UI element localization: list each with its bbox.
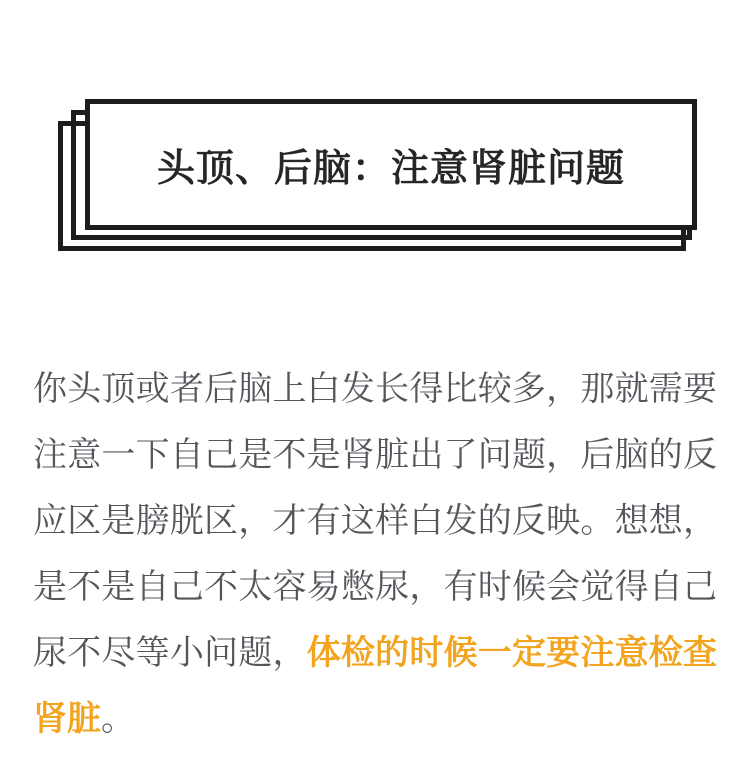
paragraph-line-3 <box>33 488 717 554</box>
paragraph-text-normal: 你头顶或者后脑上白发长得比较多，那就需要 <box>33 370 717 408</box>
paragraph-text-highlight: 肾脏 <box>33 700 101 738</box>
paragraph-ending-period: 。 <box>101 700 135 738</box>
paragraph-text-normal: 尿不尽等小问题， <box>33 634 307 672</box>
title-card-stack <box>0 0 750 280</box>
paragraph-text-normal: 注意一下自己是不是肾脏出了问题，后脑的反 <box>33 436 717 474</box>
section-title: 头顶、后脑：注意肾脏问题 <box>156 148 625 190</box>
paragraph-text-normal: 是不是自己不太容易憋尿，有时候会觉得自己 <box>33 568 717 606</box>
paragraph-line-2 <box>33 422 717 488</box>
paragraph-text-highlight: 体检的时候一定要注意检查 <box>306 634 718 672</box>
paragraph-line-5 <box>33 620 717 686</box>
article-paragraph <box>33 356 717 752</box>
paragraph-line-1 <box>33 356 717 422</box>
paragraph-line-6 <box>33 686 717 752</box>
paragraph-text-normal: 应区是膀胱区，才有这样白发的反映。想想， <box>33 502 717 540</box>
title-card <box>85 99 697 230</box>
paragraph-line-4 <box>33 554 717 620</box>
